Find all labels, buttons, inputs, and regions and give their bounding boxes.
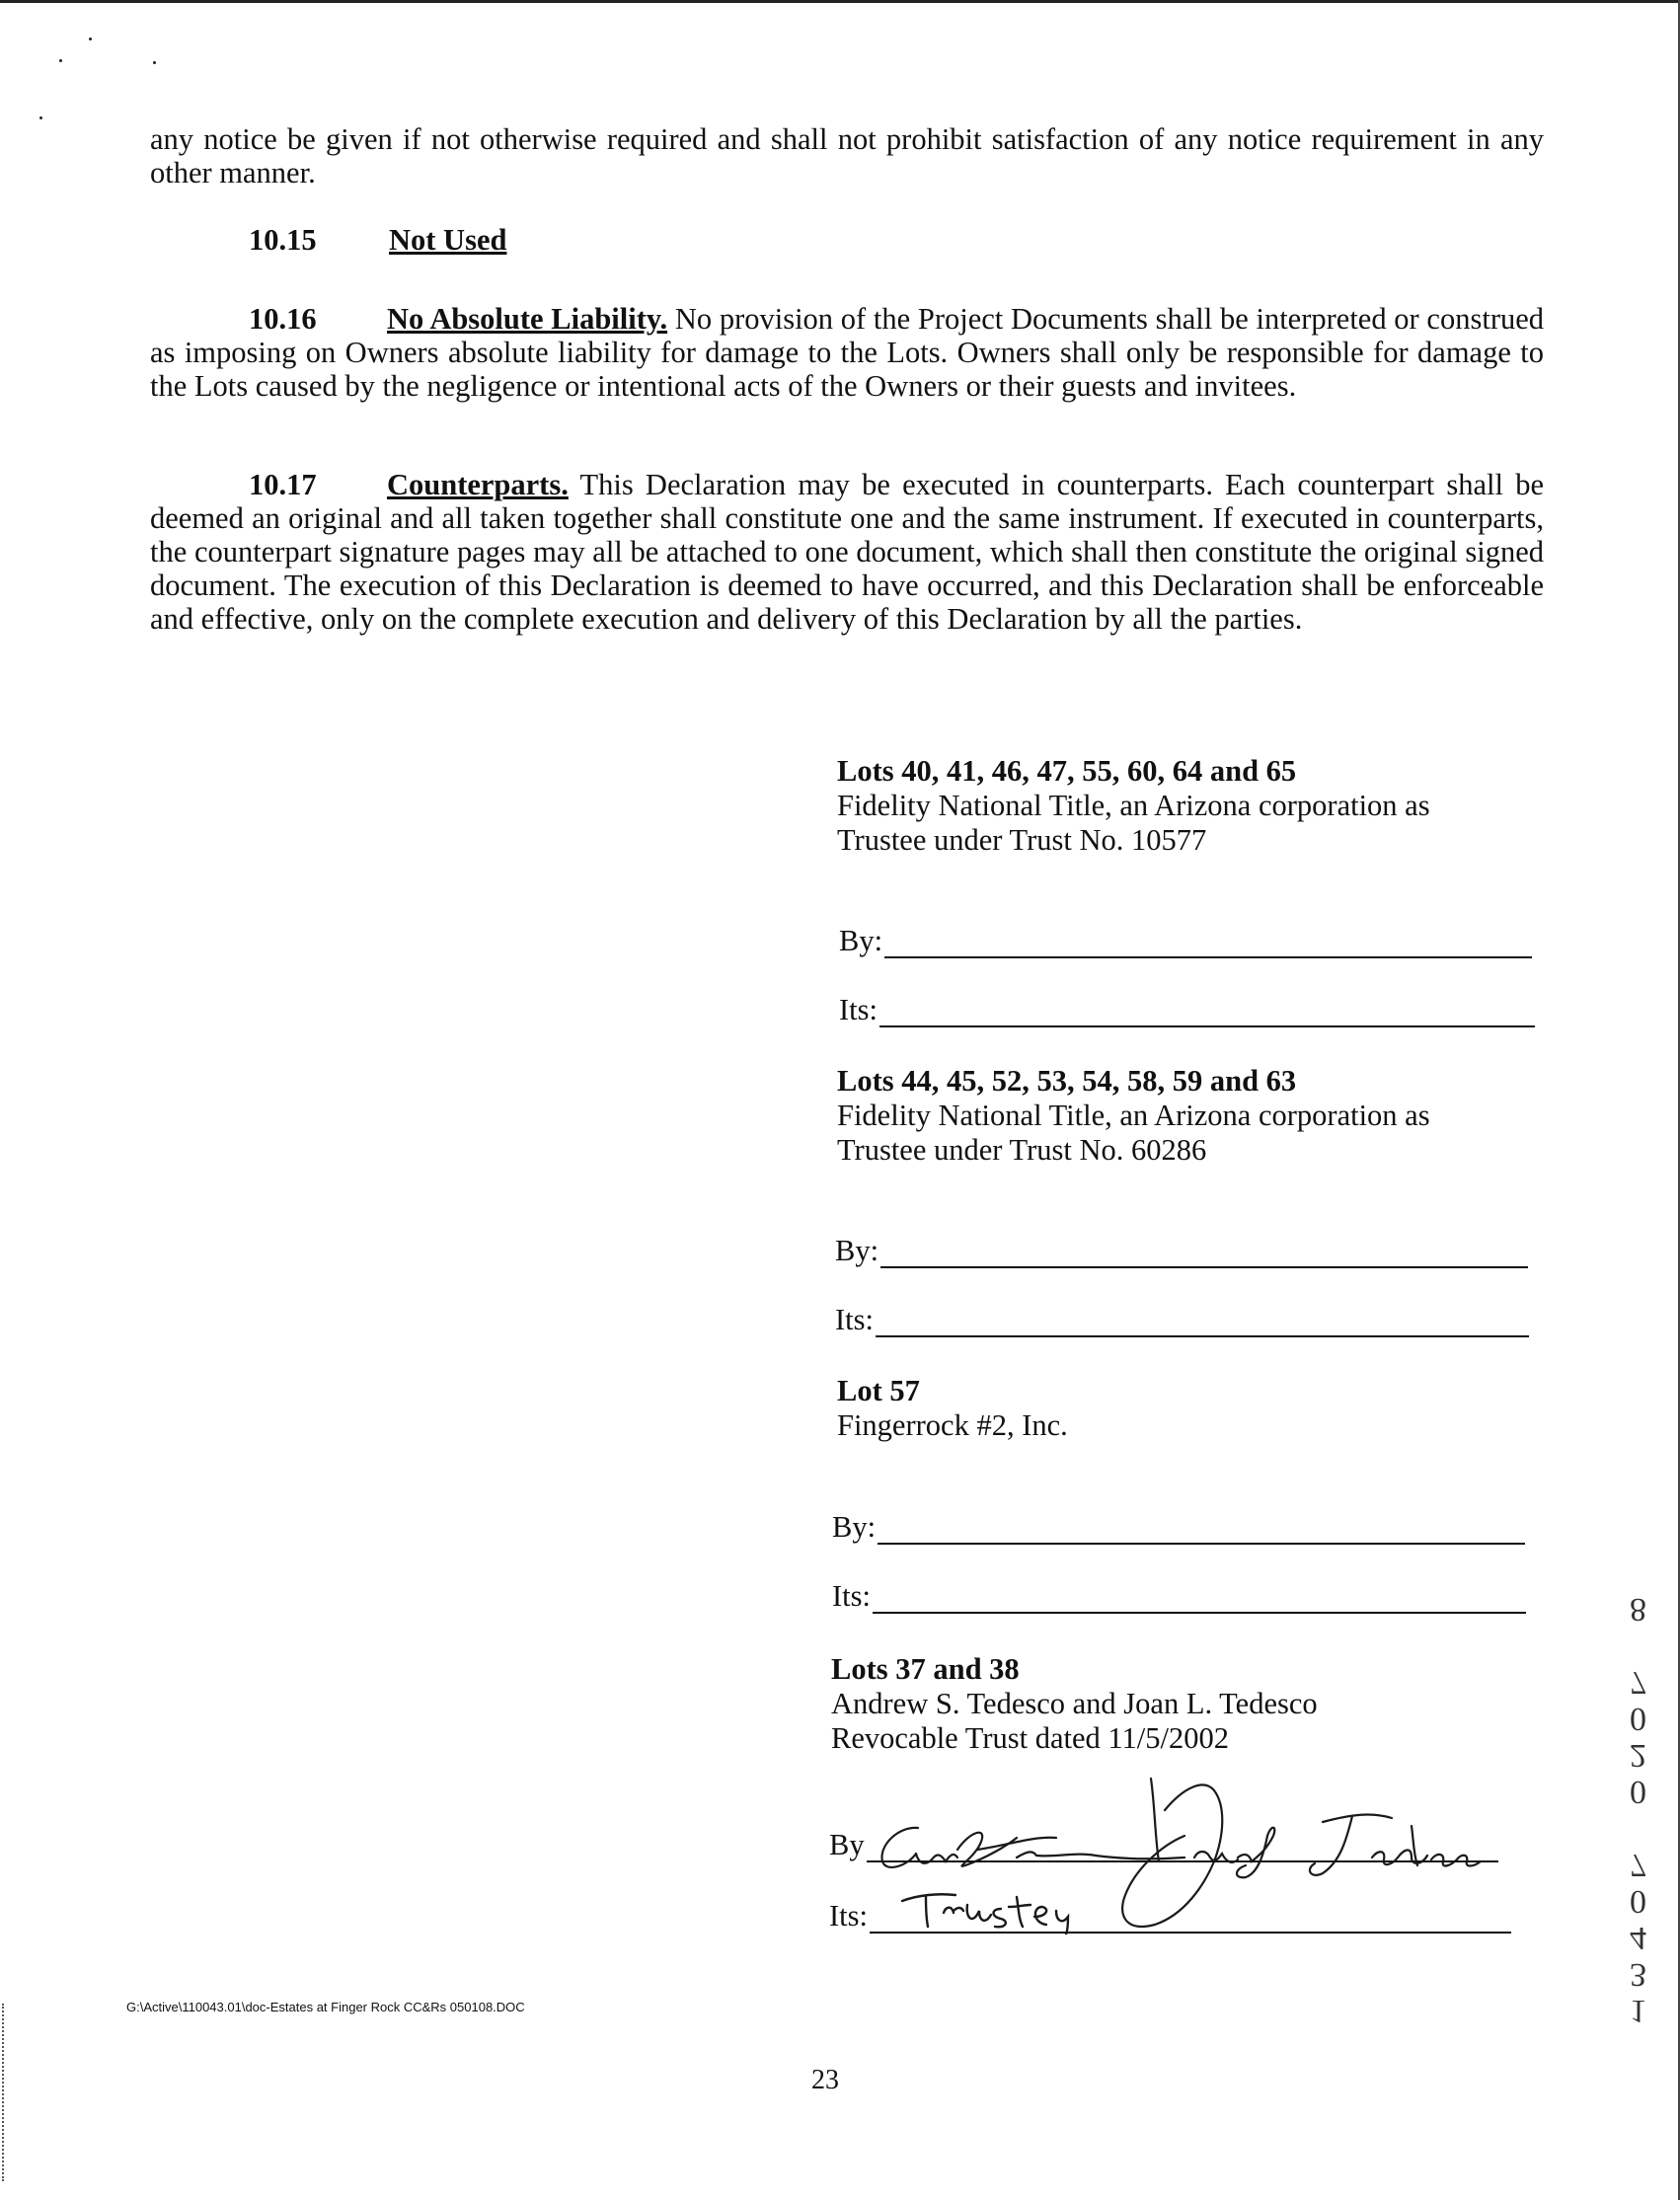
by-label: By: xyxy=(832,1510,877,1544)
lots-heading: Lots 44, 45, 52, 53, 54, 58, 59 and 63 xyxy=(837,1064,1297,1098)
by-label: By xyxy=(829,1828,865,1861)
section-10-17 xyxy=(150,468,1544,636)
signature-block-lots-37 xyxy=(831,1652,1532,1756)
entity-line: Fidelity National Title, an Arizona corporation as xyxy=(837,1099,1430,1132)
section-number: 10.16 xyxy=(249,302,317,336)
its-signature-line[interactable] xyxy=(835,1303,1529,1337)
section-number: 10.17 xyxy=(249,468,317,501)
by-label: By: xyxy=(835,1234,879,1267)
signature-block-lot-57 xyxy=(837,1374,1538,1443)
its-label: Its: xyxy=(835,1303,874,1336)
its-signature-line[interactable] xyxy=(839,993,1535,1027)
its-label: Its: xyxy=(829,1899,868,1933)
section-heading: Not Used xyxy=(389,223,507,257)
lots-heading: Lot 57 xyxy=(837,1374,920,1407)
signature-rule xyxy=(880,1237,1528,1268)
entity-line: Revocable Trust dated 11/5/2002 xyxy=(831,1721,1229,1755)
signature-block-lots-44 xyxy=(837,1064,1538,1168)
page-number: 23 xyxy=(811,2065,839,2095)
section-body: No provision of the Project Documents shall be interpreted or construed as imposing on Owners absolute liability for damage to the Lots. Owners shall only be responsible for damage to the Lots caused by the negligence or intentional acts of the Owners or their guests and invitees. xyxy=(150,302,1545,403)
section-heading: No Absolute Liability. xyxy=(387,302,668,336)
section-10-16 xyxy=(150,302,1544,403)
continuation-paragraph xyxy=(150,122,1544,190)
signature-rule xyxy=(879,996,1535,1027)
continuation-text: any notice be given if not otherwise required and shall not prohibit satisfaction of any notice requirement in any other manner. xyxy=(150,122,1544,190)
section-number: 10.15 xyxy=(249,223,317,257)
entity-line: Trustee under Trust No. 60286 xyxy=(837,1133,1207,1167)
signature-rule xyxy=(878,1513,1525,1545)
section-10-15 xyxy=(249,223,506,258)
handwritten-signature xyxy=(859,1767,1510,1934)
section-body: This Declaration may be executed in counterparts. Each counterpart shall be deemed an original and all taken together shall constitute one and the same instrument. If executed in counterparts, the counterpart signature pages may all be attached to one document, which shall then constitute the original signed document. The execution of this Declaration is deemed to have occurred, and this Declaration shall be enforceable and effective, only on the complete execution and delivery of this Declaration by all the parties. xyxy=(150,468,1544,636)
signature-rule xyxy=(876,1306,1529,1337)
signature-rule xyxy=(873,1582,1526,1614)
recording-number: 13407 0207 8 xyxy=(1620,1591,1656,2029)
scan-left-edge xyxy=(2,2004,6,2181)
signature-rule xyxy=(884,927,1532,958)
file-path-footer: G:\Active\110043.01\doc-Estates at Finger Rock CC&Rs 050108.DOC xyxy=(126,2000,525,2014)
by-signature-line[interactable] xyxy=(835,1234,1528,1268)
lots-heading: Lots 37 and 38 xyxy=(831,1652,1020,1686)
entity-line: Fingerrock #2, Inc. xyxy=(837,1408,1068,1442)
its-label: Its: xyxy=(839,993,878,1026)
entity-line: Fidelity National Title, an Arizona corporation as xyxy=(837,789,1430,822)
lots-heading: Lots 40, 41, 46, 47, 55, 60, 64 and 65 xyxy=(837,754,1297,788)
by-signature-line[interactable] xyxy=(832,1510,1525,1545)
its-signature-line[interactable] xyxy=(832,1579,1526,1614)
section-heading: Counterparts. xyxy=(387,468,569,501)
its-label: Its: xyxy=(832,1579,871,1613)
by-label: By: xyxy=(839,924,883,957)
by-signature-line[interactable] xyxy=(839,924,1532,958)
signature-block-lots-40 xyxy=(837,754,1538,858)
entity-line: Andrew S. Tedesco and Joan L. Tedesco xyxy=(831,1687,1318,1720)
scan-top-edge xyxy=(0,0,1680,3)
entity-line: Trustee under Trust No. 10577 xyxy=(837,823,1207,857)
